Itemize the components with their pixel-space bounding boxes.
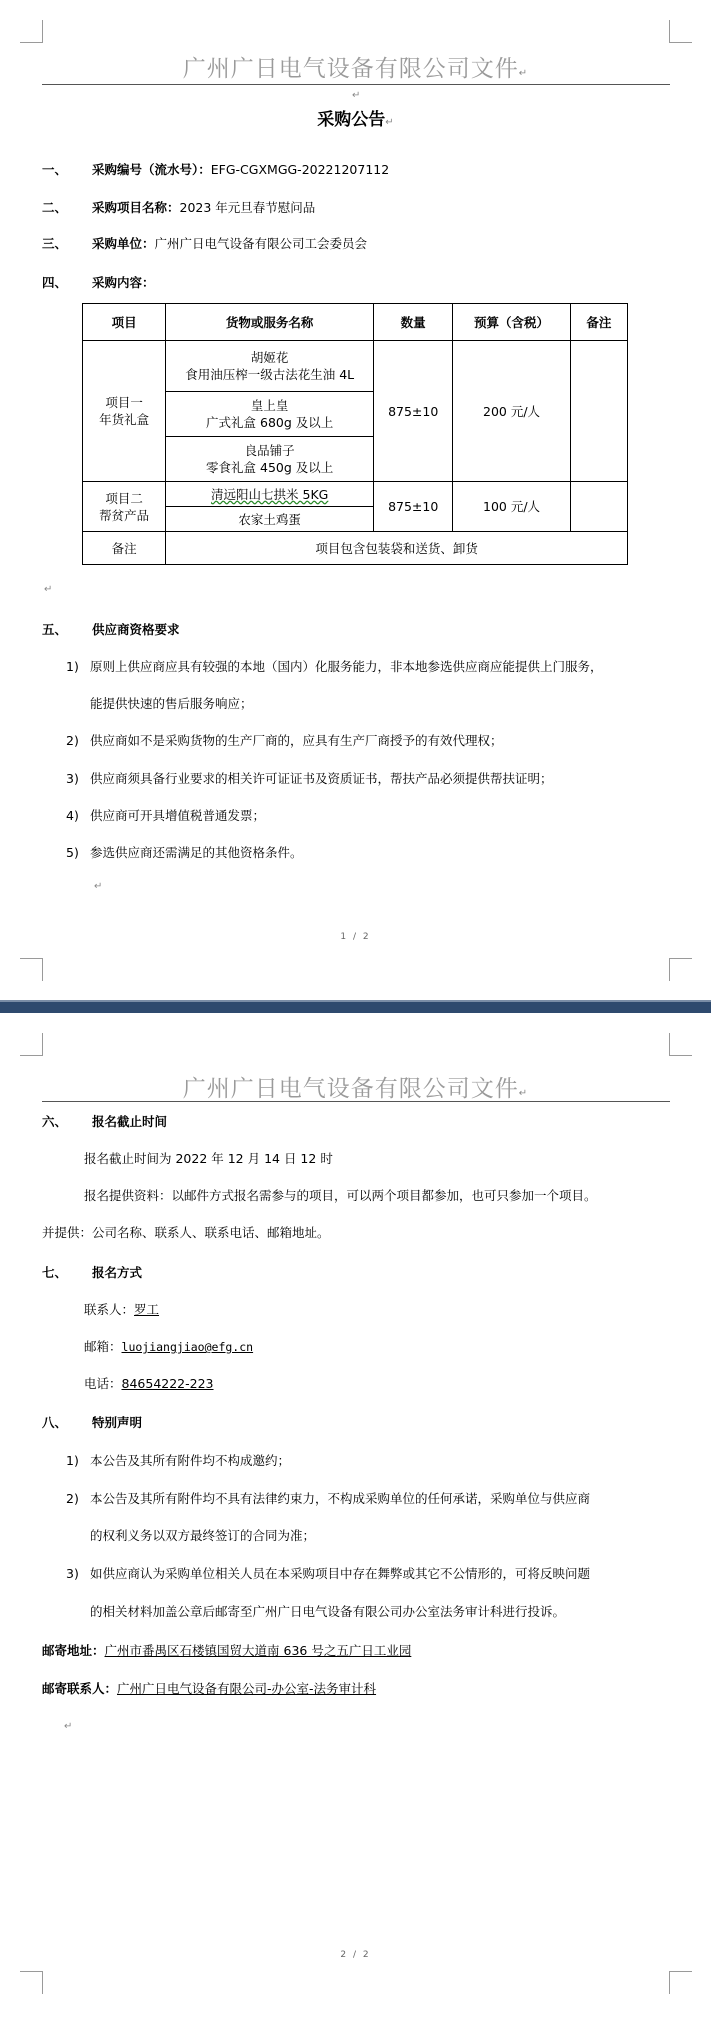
section-7: 七、 报名方式 <box>42 1265 143 1280</box>
materials-text: 报名提供资料：以邮件方式报名需参与的项目，可以两个项目都参加，也可只参加一个项目。 <box>84 1188 597 1203</box>
table-row <box>83 341 628 392</box>
table-row <box>83 532 628 565</box>
budget-cell: 100 元/人 <box>453 482 570 532</box>
crop-mark <box>669 20 692 43</box>
mail-contact-line: 邮寄联系人：广州广日电气设备有限公司-办公室-法务审计科 <box>42 1681 377 1696</box>
section-6: 六、 报名截止时间 <box>42 1114 168 1129</box>
declaration-continuation: 的相关材料加盖公章后邮寄至广州广日电气设备有限公司办公室法务审计科进行投诉。 <box>90 1604 566 1619</box>
crop-mark <box>669 1971 692 1994</box>
goods-cell: 农家土鸡蛋 <box>166 507 374 532</box>
crop-mark <box>669 1033 692 1056</box>
goods-cell: 皇上皇 广式礼盒 680g 及以上 <box>166 392 374 437</box>
col-header: 货物或服务名称 <box>166 304 374 341</box>
doc-title: 采购公告↵ <box>317 110 394 130</box>
crop-mark <box>20 1033 43 1056</box>
email-line: 邮箱：luojiangjiao@efg.cn <box>84 1339 254 1354</box>
goods-cell: 良品铺子 零食礼盒 450g 及以上 <box>166 437 374 482</box>
col-header: 预算（含税） <box>453 304 570 341</box>
remark-cell <box>570 482 627 532</box>
section-5: 五、 供应商资格要求 <box>42 622 180 637</box>
mail-address-line: 邮寄地址：广州市番禺区石楼镇国贸大道南 636 号之五广日工业园 <box>42 1643 412 1658</box>
section-1: 一、 采购编号（流水号）：EFG-CGXMGG-20221207112 <box>42 162 390 177</box>
contact-line: 联系人：罗工 <box>84 1302 160 1317</box>
requirement-item: 1) 原则上供应商应具有较强的本地（国内）化服务能力，非本地参选供应商应能提供上门服务， <box>66 659 603 674</box>
page-number: 1 / 2 <box>340 932 371 942</box>
requirement-item: 5) 参选供应商还需满足的其他资格条件。 <box>66 845 303 860</box>
remark-cell <box>570 341 627 482</box>
email-link[interactable]: luojiangjiao@efg.cn <box>121 1340 254 1354</box>
budget-cell: 200 元/人 <box>453 341 570 482</box>
crop-mark <box>669 958 692 981</box>
section-2: 二、 采购项目名称：2023 年元旦春节慰问品 <box>42 200 316 215</box>
paragraph-mark: ↵ <box>94 881 103 892</box>
crop-mark <box>20 1971 43 1994</box>
page-header: 广州广日电气设备有限公司文件↵ <box>182 56 529 82</box>
declaration-item: 1) 本公告及其所有附件均不构成邀约； <box>66 1453 291 1468</box>
section-4: 四、 采购内容： <box>42 275 155 290</box>
section-8: 八、 特别声明 <box>42 1415 143 1430</box>
header-rule <box>42 84 670 85</box>
procurement-table <box>82 303 628 565</box>
goods-cell: 胡姬花 食用油压榨一级古法花生油 4L <box>166 341 374 392</box>
remark-label-cell: 备注 <box>83 532 166 565</box>
col-header: 项目 <box>83 304 166 341</box>
page-header: 广州广日电气设备有限公司文件↵ <box>182 1076 529 1102</box>
col-header: 数量 <box>374 304 453 341</box>
project-cell: 项目一 年货礼盒 <box>83 341 166 482</box>
materials-text-cont: 并提供：公司名称、联系人、联系电话、邮箱地址。 <box>42 1225 330 1240</box>
requirement-item: 3) 供应商须具备行业要求的相关许可证证书及资质证书，帮扶产品必须提供帮扶证明； <box>66 771 553 786</box>
requirement-continuation: 能提供快速的售后服务响应； <box>90 696 253 711</box>
paragraph-mark: ↵ <box>64 1721 73 1732</box>
requirement-item: 2) 供应商如不是采购货物的生产厂商的，应具有生产厂商授予的有效代理权； <box>66 733 503 748</box>
section-3: 三、 采购单位：广州广日电气设备有限公司工会委员会 <box>42 236 368 251</box>
goods-cell: 清远阳山七拱米 5KG <box>166 482 374 507</box>
crop-mark <box>20 958 43 981</box>
table-header-row <box>83 304 628 341</box>
requirement-item: 4) 供应商可开具增值税普通发票； <box>66 808 266 823</box>
header-rule <box>42 1101 670 1102</box>
page-2 <box>0 1013 711 2023</box>
phone-line: 电话：84654222-223 <box>84 1376 214 1391</box>
page-number: 2 / 2 <box>340 1950 371 1960</box>
crop-mark <box>20 20 43 43</box>
deadline-text: 报名截止时间为 2022 年 12 月 14 日 12 时 <box>84 1151 333 1166</box>
qty-cell: 875±10 <box>374 341 453 482</box>
table-row <box>83 482 628 507</box>
project-cell: 项目二 帮贫产品 <box>83 482 166 532</box>
col-header: 备注 <box>570 304 627 341</box>
qty-cell: 875±10 <box>374 482 453 532</box>
declaration-item: 3) 如供应商认为采购单位相关人员在本采购项目中存在舞弊或其它不公情形的，可将反映问题 <box>66 1566 591 1581</box>
paragraph-mark: ↵ <box>352 90 361 101</box>
remark-value-cell: 项目包含包装袋和送货、卸货 <box>166 532 628 565</box>
paragraph-mark: ↵ <box>44 584 53 595</box>
declaration-continuation: 的权利义务以双方最终签订的合同为准； <box>90 1528 316 1543</box>
declaration-item: 2) 本公告及其所有附件均不具有法律约束力，不构成采购单位的任何承诺，采购单位与供应商 <box>66 1491 591 1506</box>
page-1 <box>0 0 711 1000</box>
